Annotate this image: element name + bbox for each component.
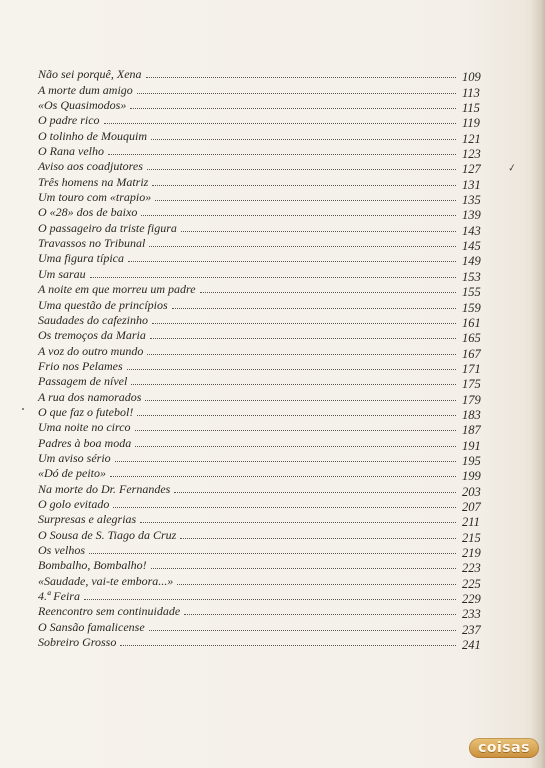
toc-entry-page-number: 121: [462, 131, 481, 146]
toc-entry-page-number: 109: [462, 70, 481, 85]
toc-dot-leader: [90, 276, 456, 278]
toc-entry: [38, 66, 490, 85]
toc-entry-title: Não sei porquê, Xena: [38, 67, 142, 82]
toc-entry: [38, 634, 490, 653]
toc-dot-leader: [184, 613, 456, 615]
toc-entry-page-number: 175: [462, 377, 481, 392]
toc-entry: [38, 127, 490, 146]
toc-entry-page-number: 167: [462, 346, 481, 361]
toc-entry: [38, 450, 490, 468]
toc-entry-title: Saudades do cafezinho: [38, 312, 148, 327]
toc-entry-page-number: 123: [462, 147, 481, 162]
toc-entry-title: Uma noite no circo: [38, 420, 131, 435]
toc-entry-page-number: 159: [462, 300, 481, 315]
toc-entry: [38, 143, 490, 162]
toc-entry-title: Surpresas e alegrias: [38, 512, 137, 527]
toc-entry-title: Passagem de nível: [38, 374, 128, 389]
toc-entry-page-number: 149: [462, 254, 481, 269]
toc-entry-title: Travassos no Tribunal: [38, 236, 146, 251]
toc-entry-title: Reencontro sem continuidade: [38, 604, 181, 619]
toc-entry: [38, 112, 490, 131]
toc-entry-page-number: 153: [462, 269, 481, 284]
toc-entry: [38, 204, 490, 223]
toc-entry-title: Aviso aos coadjutores: [38, 159, 143, 174]
toc-entry-title: O padre rico: [38, 113, 100, 128]
toc-entry-page-number: 113: [462, 85, 480, 100]
toc-entry-title: Sobreiro Grosso: [38, 635, 117, 650]
toc-entry: [38, 404, 490, 422]
toc-entry-page-number: 203: [462, 484, 481, 499]
toc-entry-page-number: 223: [462, 561, 481, 576]
toc-entry: [38, 81, 490, 100]
toc-entry-title: Frio nos Pelames: [38, 358, 123, 373]
toc-entry-title: Um sarau: [38, 266, 86, 281]
toc-dot-leader: [145, 399, 456, 401]
toc-entry-page-number: 179: [462, 392, 481, 407]
toc-entry: [38, 542, 490, 560]
toc-entry: [38, 618, 490, 637]
toc-entry-page-number: 215: [462, 530, 481, 545]
toc-entry-page-number: 211: [462, 515, 480, 530]
toc-entry-title: O golo evitado: [38, 496, 110, 511]
toc-entry-page-number: 139: [462, 208, 481, 223]
toc-dot-leader: [180, 537, 456, 539]
toc-entry: [38, 373, 490, 392]
toc-entry: [38, 312, 490, 330]
toc-entry-title: O que faz o futebol!: [38, 404, 134, 419]
toc-entry: [38, 250, 490, 269]
toc-entry-title: A voz do outro mundo: [38, 343, 144, 358]
toc-entry-page-number: 131: [462, 177, 481, 192]
toc-entry-title: Um touro com «trapio»: [38, 190, 152, 205]
toc-entry-title: Um aviso sério: [38, 450, 111, 465]
toc-entry: [38, 496, 490, 514]
toc-dot-leader: [147, 353, 456, 355]
table-of-contents: [38, 66, 490, 653]
toc-dot-leader: [149, 245, 456, 247]
toc-dot-leader: [128, 260, 456, 262]
toc-entry-title: A rua dos namorados: [38, 389, 142, 404]
toc-dot-leader: [149, 629, 456, 631]
toc-dot-leader: [155, 199, 456, 201]
toc-entry-page-number: 145: [462, 239, 481, 254]
toc-entry: [38, 327, 490, 346]
toc-dot-leader: [137, 92, 456, 94]
toc-entry: [38, 526, 490, 545]
toc-dot-leader: [172, 307, 456, 309]
toc-dot-leader: [104, 122, 456, 124]
toc-entry: [38, 189, 490, 208]
toc-entry-title: Padres à boa moda: [38, 435, 132, 450]
toc-entry: [38, 235, 490, 254]
toc-entry-page-number: 207: [462, 499, 481, 514]
toc-entry: [38, 572, 490, 591]
toc-entry-title: O «28» dos de baixo: [38, 205, 138, 220]
toc-entry-title: «Saudade, vai-te embora...»: [38, 573, 174, 588]
toc-dot-leader: [135, 445, 456, 447]
toc-entry-title: Uma figura típica: [38, 251, 124, 266]
toc-dot-leader: [147, 168, 456, 170]
coisas-logo-badge: [469, 738, 539, 758]
toc-dot-leader: [137, 414, 456, 416]
toc-entry-page-number: 237: [462, 622, 481, 637]
toc-entry-page-number: 165: [462, 331, 481, 346]
toc-dot-leader: [150, 337, 456, 339]
toc-dot-leader: [115, 460, 456, 462]
toc-dot-leader: [130, 107, 456, 109]
toc-dot-leader: [181, 230, 456, 232]
toc-entry: [38, 342, 490, 361]
toc-entry-page-number: 119: [462, 116, 480, 131]
toc-entry: [38, 219, 490, 238]
toc-entry-page-number: 219: [462, 546, 481, 560]
toc-entry: [38, 281, 490, 300]
toc-entry: [38, 173, 490, 192]
toc-entry: [38, 388, 490, 407]
toc-entry-title: Três homens na Matriz: [38, 174, 149, 189]
toc-dot-leader: [113, 506, 456, 508]
toc-dot-leader: [120, 644, 456, 646]
toc-dot-leader: [108, 153, 456, 155]
toc-dot-leader: [131, 383, 456, 385]
toc-entry-title: Os tremoços da Maria: [38, 328, 146, 343]
toc-entry-title: A morte dum amigo: [38, 82, 133, 97]
toc-entry: [38, 557, 490, 576]
toc-entry-page-number: 115: [462, 101, 480, 116]
toc-dot-leader: [146, 76, 456, 78]
toc-entry-page-number: 183: [462, 407, 481, 422]
toc-dot-leader: [200, 291, 456, 293]
toc-entry: [38, 158, 490, 177]
toc-entry-title: Uma questão de princípios: [38, 297, 168, 312]
toc-dot-leader: [140, 521, 456, 523]
toc-entry-title: «Os Quasimodos»: [38, 98, 127, 113]
toc-entry-page-number: 241: [462, 638, 481, 653]
toc-dot-leader: [174, 491, 456, 493]
toc-dot-leader: [152, 184, 456, 186]
toc-entry-page-number: 225: [462, 576, 481, 591]
page-edge-shadow: [531, 0, 545, 768]
toc-entry-page-number: 127: [462, 162, 481, 177]
toc-entry-title: 4.ª Feira: [38, 589, 80, 604]
toc-dot-leader: [89, 552, 456, 554]
toc-dot-leader: [151, 567, 456, 569]
toc-entry-page-number: 135: [462, 193, 481, 208]
toc-entry-title: Bombalho, Bombalho!: [38, 558, 147, 573]
toc-entry: [38, 265, 490, 284]
toc-entry-page-number: 155: [462, 285, 481, 300]
toc-dot-leader: [84, 598, 456, 600]
toc-entry-title: Na morte do Dr. Fernandes: [38, 481, 171, 496]
toc-entry: [38, 480, 490, 499]
toc-dot-leader: [152, 322, 456, 324]
toc-entry: [38, 588, 490, 607]
toc-entry-title: «Dó de peito»: [38, 466, 106, 481]
toc-entry-page-number: 233: [462, 607, 481, 622]
toc-entry: [38, 358, 490, 376]
toc-entry-page-number: 187: [462, 423, 481, 438]
toc-entry: [38, 419, 490, 438]
toc-entry-title: O Sansão famalicense: [38, 619, 145, 634]
toc-entry: [38, 296, 490, 315]
toc-entry-title: O Rana velho: [38, 144, 104, 159]
toc-entry-page-number: 199: [462, 469, 481, 484]
toc-entry-page-number: 161: [462, 315, 481, 330]
toc-entry: [38, 434, 490, 453]
toc-dot-leader: [127, 368, 456, 370]
pencil-check-mark-icon: ✓: [507, 162, 518, 175]
toc-entry-title: Os velhos: [38, 543, 85, 557]
toc-entry-page-number: 195: [462, 453, 481, 468]
toc-dot-leader: [110, 475, 456, 477]
badge-label: coisas: [478, 740, 530, 756]
toc-dot-leader: [135, 429, 456, 431]
toc-entry: [38, 465, 490, 484]
toc-entry-title: O tolinho de Mouquim: [38, 128, 147, 143]
toc-entry-title: A noite em que morreu um padre: [38, 282, 196, 297]
toc-entry-page-number: 143: [462, 223, 481, 238]
toc-entry: [38, 97, 490, 116]
toc-entry-page-number: 191: [462, 438, 481, 453]
toc-entry: [38, 603, 490, 622]
toc-entry-page-number: 171: [462, 361, 481, 376]
toc-dot-leader: [177, 583, 456, 585]
toc-entry-title: O Sousa de S. Tiago da Cruz: [38, 527, 177, 542]
toc-entry-title: O passageiro da triste figura: [38, 220, 177, 235]
toc-dot-leader: [141, 214, 456, 216]
toc-entry: [38, 511, 490, 530]
toc-entry-page-number: 229: [462, 592, 481, 607]
toc-dot-leader: [151, 138, 456, 140]
ink-speck: [22, 408, 24, 410]
